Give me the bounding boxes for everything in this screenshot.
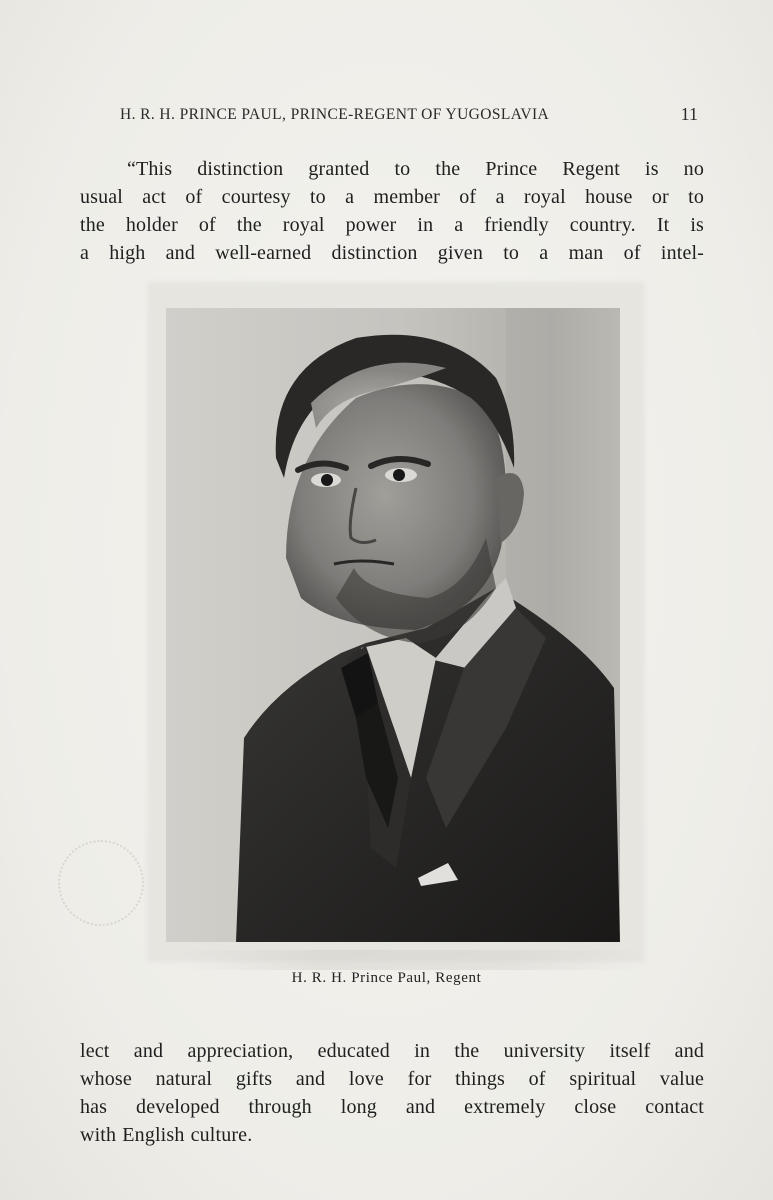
- text-line: with English culture.: [80, 1124, 253, 1146]
- library-stamp-smudge: [58, 840, 144, 926]
- top-paragraph: [80, 155, 704, 267]
- text-line: has developed through long and extremely close contact: [80, 1096, 704, 1118]
- bottom-paragraph: [80, 1037, 704, 1149]
- portrait-image: [166, 308, 620, 942]
- running-head-title: H. R. H. PRINCE PAUL, PRINCE-REGENT OF YUGOSLAVIA: [120, 106, 550, 123]
- show-through-text: [180, 950, 650, 970]
- portrait-photograph: [166, 308, 620, 942]
- text-line: the holder of the royal power in a friendly country. It is: [80, 214, 704, 236]
- text-line: whose natural gifts and love for things of spiritual value: [80, 1068, 704, 1090]
- running-head: [120, 104, 702, 128]
- text-line: lect and appreciation, educated in the university itself and: [80, 1040, 704, 1062]
- text-line: a high and well-earned distinction given to a man of intel-: [80, 242, 704, 264]
- text-line: “This distinction granted to the Prince Regent is no: [127, 158, 704, 180]
- photo-caption: H. R. H. Prince Paul, Regent: [291, 970, 482, 986]
- text-line: usual act of courtesy to a member of a royal house or to: [80, 186, 704, 208]
- page-number: 11: [680, 104, 698, 124]
